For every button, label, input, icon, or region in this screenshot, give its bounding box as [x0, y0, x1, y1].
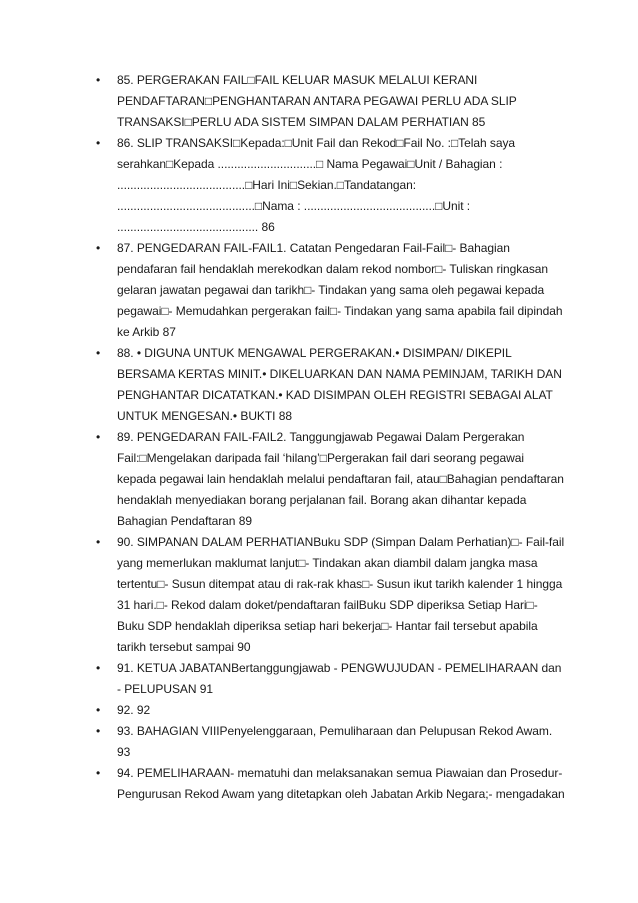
- list-item: [0, 238, 638, 343]
- list-item-text-line: ........................................... 86: [117, 220, 275, 234]
- list-item-text-line: UNTUK MENGESAN.• BUKTI 88: [117, 409, 292, 423]
- bullet-icon: •: [96, 136, 101, 150]
- list-item-text-line: 89. PENGEDARAN FAIL-FAIL2. Tanggungjawab Pegawai Dalam Pergerakan: [117, 430, 525, 444]
- list-item-text-line: pegawai□- Memudahkan pergerakan fail□- Tindakan yang sama apabila fail dipindah: [117, 304, 563, 318]
- list-item-text-line: hendaklah menyediakan borang perjalanan fail. Borang akan dihantar kepada: [117, 493, 527, 507]
- list-item: [0, 763, 638, 805]
- list-item-text-line: .......................................□Hari Ini□Sekian.□Tandatangan:: [117, 178, 417, 192]
- bullet-icon: •: [96, 661, 101, 675]
- list-item: [0, 133, 638, 238]
- list-item-text-line: PENGHANTAR DICATATKAN.• KAD DISIMPAN OLEH REGISTRI SEBAGAI ALAT: [117, 388, 553, 402]
- list-item: [0, 343, 638, 427]
- list-item-text-line: - PELUPUSAN 91: [117, 682, 214, 696]
- list-item-text-line: tarikh tersebut sampai 90: [117, 640, 251, 654]
- list-item-text-line: ..........................................□Nama : ........................................□Unit :: [117, 199, 471, 213]
- list-item-text-line: Pengurusan Rekod Awam yang ditetapkan oleh Jabatan Arkib Negara;- mengadakan: [117, 787, 565, 801]
- bullet-icon: •: [96, 73, 101, 87]
- list-item-text-line: gelaran jawatan pegawai dan tarikh□- Tindakan yang sama oleh pegawai kepada: [117, 283, 545, 297]
- list-item-text-line: 31 hari.□- Rekod dalam doket/pendaftaran failBuku SDP diperiksa Setiap Hari□-: [117, 598, 538, 612]
- list-item-text-line: PENDAFTARAN□PENGHANTARAN ANTARA PEGAWAI PERLU ADA SLIP: [117, 94, 517, 108]
- list-item-text-line: ke Arkib 87: [117, 325, 176, 339]
- list-item-text-line: 88. • DIGUNA UNTUK MENGAWAL PERGERAKAN.• DISIMPAN/ DIKEPIL: [117, 346, 512, 360]
- list-item: [0, 721, 638, 763]
- list-item: [0, 532, 638, 658]
- list-item-text-line: yang memerlukan maklumat lanjut□- Tindakan akan diambil dalam jangka masa: [117, 556, 538, 570]
- list-item-text-line: pendafaran fail hendaklah merekodkan dalam rekod nombor□- Tuliskan ringkasan: [117, 262, 549, 276]
- list-item-text-line: 92. 92: [117, 703, 151, 717]
- list-item-text-line: Bahagian Pendaftaran 89: [117, 514, 252, 528]
- list-item-text-line: serahkan□Kepada ..............................□ Nama Pegawai□Unit / Bahagian :: [117, 157, 503, 171]
- list-item-text-line: TRANSAKSI□PERLU ADA SISTEM SIMPAN DALAM PERHATIAN 85: [117, 115, 486, 129]
- bullet-icon: •: [96, 766, 101, 780]
- list-item-text-line: kepada pegawai lain hendaklah melalui pendaftaran fail, atau□Bahagian pendaftaran: [117, 472, 564, 486]
- bullet-icon: •: [96, 346, 101, 360]
- list-item: [0, 70, 638, 133]
- list-item-text-line: 93. BAHAGIAN VIIIPenyelenggaraan, Pemuliharaan dan Pelupusan Rekod Awam.: [117, 724, 553, 738]
- bullet-icon: •: [96, 724, 101, 738]
- bullet-icon: •: [96, 703, 101, 717]
- list-item-text-line: 93: [117, 745, 131, 759]
- list-item-text-line: BERSAMA KERTAS MINIT.• DIKELUARKAN DAN NAMA PEMINJAM, TARIKH DAN: [117, 367, 562, 381]
- bullet-icon: •: [96, 535, 101, 549]
- list-item-text-line: 85. PERGERAKAN FAIL□FAIL KELUAR MASUK MELALUI KERANI: [117, 73, 478, 87]
- list-item: [0, 658, 638, 700]
- bullet-icon: •: [96, 241, 101, 255]
- list-item: [0, 427, 638, 532]
- list-item-text-line: 90. SIMPANAN DALAM PERHATIANBuku SDP (Simpan Dalam Perhatian)□- Fail-fail: [117, 535, 565, 549]
- bullet-list: [0, 70, 638, 805]
- bullet-icon: •: [96, 430, 101, 444]
- list-item-text-line: 86. SLIP TRANSAKSI□Kepada:□Unit Fail dan Rekod□Fail No. :□Telah saya: [117, 136, 516, 150]
- list-item-text-line: 91. KETUA JABATANBertanggungjawab - PENGWUJUDAN - PEMELIHARAAN dan: [117, 661, 562, 675]
- list-item-text-line: 94. PEMELIHARAAN- mematuhi dan melaksanakan semua Piawaian dan Prosedur-: [117, 766, 563, 780]
- list-item-text-line: Buku SDP hendaklah diperiksa setiap hari bekerja□- Hantar fail tersebut apabila: [117, 619, 538, 633]
- list-item-text-line: tertentu□- Susun ditempat atau di rak-rak khas□- Susun ikut tarikh kalender 1 hingga: [117, 577, 563, 591]
- list-item-text-line: 87. PENGEDARAN FAIL-FAIL1. Catatan Pengedaran Fail-Fail□- Bahagian: [117, 241, 510, 255]
- list-item: [0, 700, 638, 721]
- list-item-text-line: Fail:□Mengelakan daripada fail ‘hilang’□Pergerakan fail dari seorang pegawai: [117, 451, 524, 465]
